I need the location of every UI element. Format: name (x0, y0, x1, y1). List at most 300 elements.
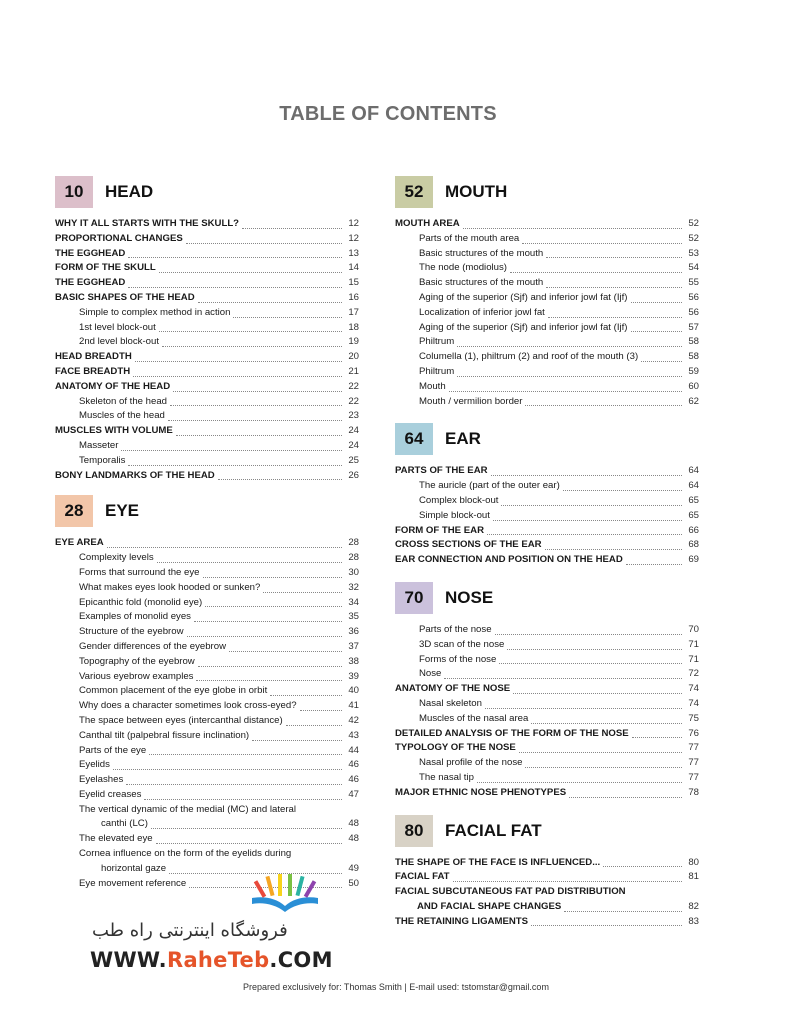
dot-leader (569, 797, 682, 798)
toc-entry[interactable] (55, 610, 359, 625)
toc-entry[interactable] (55, 744, 359, 759)
toc-entry-page: 40 (348, 685, 359, 697)
toc-entry[interactable] (55, 788, 359, 803)
dot-leader (477, 782, 682, 783)
toc-entry[interactable] (55, 454, 359, 469)
toc-entry-page: 26 (348, 469, 359, 481)
dot-leader (242, 228, 342, 229)
toc-entry-title: Nose (419, 668, 442, 680)
toc-entry-page: 58 (688, 336, 699, 348)
toc-entry[interactable] (395, 756, 699, 771)
toc-entry[interactable] (55, 536, 359, 551)
toc-entry[interactable] (55, 469, 359, 484)
toc-entry[interactable] (395, 321, 699, 336)
toc-entry-title: MAJOR ETHNIC NOSE PHENOTYPES (395, 786, 567, 798)
toc-entry-title: Mouth (419, 380, 446, 392)
section-header (395, 582, 699, 614)
toc-entry-title: The node (modiolus) (419, 262, 507, 274)
watermark (90, 874, 350, 974)
dot-leader (170, 405, 342, 406)
toc-entry-title: MOUTH AREA (395, 218, 460, 229)
toc-entry-title: EAR CONNECTION AND POSITION ON THE HEAD (395, 554, 623, 566)
toc-entry-title: PARTS OF THE EAR (395, 465, 488, 477)
toc-entry-page: 78 (688, 786, 699, 798)
dot-leader (495, 634, 682, 635)
section-head (55, 176, 359, 483)
toc-entry-title: Forms of the nose (419, 653, 497, 665)
dot-leader (144, 799, 342, 800)
toc-entry[interactable] (55, 566, 359, 581)
toc-entry-title: BASIC SHAPES OF THE HEAD (55, 291, 195, 303)
toc-entry[interactable] (395, 291, 699, 306)
toc-entry-title: BONY LANDMARKS OF THE HEAD (55, 469, 215, 481)
toc-entry[interactable] (55, 424, 359, 439)
dot-leader (218, 479, 342, 480)
toc-entry-page: 57 (688, 321, 699, 333)
toc-entry-title: MUSCLES WITH VOLUME (55, 425, 173, 437)
toc-entry-page: 70 (688, 623, 699, 635)
dot-leader (157, 562, 342, 563)
toc-entry-title: Canthal tilt (palpebral fissure inclination) (79, 729, 250, 741)
toc-entry[interactable] (55, 729, 359, 744)
dot-leader (563, 490, 682, 491)
dot-leader (233, 317, 342, 318)
dot-leader (133, 376, 342, 377)
toc-entry-page: 19 (348, 336, 359, 348)
toc-entry[interactable] (395, 667, 699, 682)
toc-entry[interactable] (55, 306, 359, 321)
dot-leader (149, 754, 342, 755)
section-ear (395, 423, 699, 568)
toc-entry[interactable] (55, 380, 359, 395)
toc-entry-page: 60 (688, 380, 699, 392)
watermark-url-brand: RaheTeb (166, 948, 270, 972)
toc-entry-list (55, 217, 359, 483)
toc-entry-title: horizontal gaze (101, 862, 167, 874)
toc-entry-title: Masseter (79, 439, 119, 451)
dot-leader (457, 346, 682, 347)
toc-entry[interactable] (395, 365, 699, 380)
section-header (55, 495, 359, 527)
dot-leader (546, 287, 682, 288)
dot-leader (487, 534, 682, 535)
dot-leader (501, 505, 682, 506)
toc-entry-page: 66 (688, 524, 699, 536)
toc-entry[interactable] (55, 714, 359, 729)
toc-entry-page: 30 (348, 566, 359, 578)
toc-entry[interactable] (395, 623, 699, 638)
toc-entry-title: FACIAL SUBCUTANEOUS FAT PAD DISTRIBUTION (395, 886, 626, 898)
toc-entry[interactable] (395, 856, 699, 871)
toc-entry-title: Topography of the eyebrow (79, 655, 195, 667)
watermark-persian-text: فروشگاه اینترنتی راه طب (92, 920, 288, 941)
page-number-badge: 28 (55, 495, 93, 527)
toc-entry-page: 44 (348, 744, 359, 756)
toc-entry-title: THE EGGHEAD (55, 247, 126, 259)
section-title: EYE (105, 501, 140, 521)
toc-entry-title: THE RETAINING LIGAMENTS (395, 915, 529, 927)
dot-leader (631, 302, 683, 303)
section-title: EAR (445, 429, 481, 449)
toc-entry-page: 56 (688, 291, 699, 303)
toc-entry-page: 12 (348, 232, 359, 244)
toc-entry-page: 46 (348, 774, 359, 786)
section-title: MOUTH (445, 182, 508, 201)
toc-entry-page: 64 (688, 480, 699, 492)
toc-entry-page: 50 (348, 877, 359, 889)
toc-entry[interactable] (395, 682, 699, 697)
dot-leader (453, 881, 682, 882)
dot-leader (499, 663, 682, 664)
toc-entry-list (395, 217, 699, 409)
toc-entry-title: Why does a character sometimes look cross-eyed? (79, 700, 297, 712)
toc-entry[interactable] (55, 581, 359, 596)
dot-leader (151, 828, 342, 829)
watermark-url (90, 948, 333, 972)
toc-entry-title: Simple block-out (419, 509, 490, 521)
toc-entry[interactable] (55, 217, 359, 232)
dot-leader (168, 420, 342, 421)
toc-entry-title: Temporalis (79, 454, 126, 466)
toc-entry-page: 35 (348, 611, 359, 623)
dot-leader (531, 723, 682, 724)
toc-entry-title: Complexity levels (79, 552, 154, 564)
section-header (55, 176, 359, 208)
toc-entry[interactable] (395, 712, 699, 727)
toc-entry-page: 38 (348, 655, 359, 667)
toc-entry-page: 42 (348, 714, 359, 726)
toc-entry-title: Structure of the eyebrow (79, 626, 184, 638)
toc-entry[interactable] (55, 350, 359, 365)
dot-leader (463, 228, 682, 229)
toc-entry-page: 21 (348, 365, 359, 377)
toc-entry[interactable] (395, 232, 699, 247)
toc-entry-page: 24 (348, 425, 359, 437)
dot-leader (263, 592, 342, 593)
toc-entry-page: 24 (348, 439, 359, 451)
dot-leader (603, 866, 682, 867)
toc-entry-page: 59 (688, 365, 699, 377)
toc-entry-page: 22 (348, 395, 359, 407)
toc-entry[interactable] (395, 306, 699, 321)
toc-entry-title: FORM OF THE EAR (395, 524, 485, 536)
toc-entry-page: 39 (348, 670, 359, 682)
toc-entry-title: EYE AREA (55, 537, 104, 549)
toc-entry-page: 54 (688, 262, 699, 274)
toc-entry[interactable] (55, 276, 359, 291)
toc-entry-title: Columella (1), philtrum (2) and roof of the mouth (3) (419, 351, 639, 363)
toc-entry-title: The auricle (part of the outer ear) (419, 480, 560, 492)
toc-entry-page: 16 (348, 291, 359, 303)
toc-entry[interactable] (55, 803, 359, 818)
dot-leader (641, 361, 682, 362)
toc-entry-title: Localization of inferior jowl fat (419, 306, 545, 318)
toc-entry-page: 83 (688, 915, 699, 927)
toc-entry-title: 1st level block-out (79, 321, 156, 333)
toc-entry-page: 81 (688, 871, 699, 883)
toc-entry-title: Philtrum (419, 365, 455, 377)
dot-leader (186, 243, 342, 244)
toc-entry-title: AND FACIAL SHAPE CHANGES (417, 900, 562, 912)
section-header (395, 815, 699, 847)
dot-leader (126, 784, 342, 785)
dot-leader (513, 693, 682, 694)
toc-entry-title: THE SHAPE OF THE FACE IS INFLUENCED... (395, 856, 601, 868)
toc-entry-title: Eye movement reference (79, 877, 187, 889)
toc-entry-title: Aging of the superior (Sjf) and inferior jowl fat (Ijf) (419, 291, 628, 303)
toc-entry-page: 28 (348, 537, 359, 549)
toc-entry-page: 69 (688, 554, 699, 566)
dot-leader (457, 376, 682, 377)
toc-entry-title: The nasal tip (419, 771, 474, 783)
toc-entry[interactable] (55, 832, 359, 847)
toc-entry-title: WHY IT ALL STARTS WITH THE SKULL? (55, 218, 240, 229)
toc-entry[interactable] (395, 653, 699, 668)
dot-leader (519, 752, 682, 753)
toc-entry-page: 77 (688, 771, 699, 783)
toc-entry[interactable] (395, 870, 699, 885)
toc-entry-title: 2nd level block-out (79, 336, 159, 348)
dot-leader (113, 769, 342, 770)
toc-entry[interactable] (395, 395, 699, 410)
toc-entry-title: Nasal skeleton (419, 697, 482, 709)
toc-entry-title: Various eyebrow examples (79, 670, 194, 682)
dot-leader (491, 475, 682, 476)
watermark-url-prefix: WWW. (90, 948, 167, 972)
book-logo-icon (250, 874, 320, 914)
dot-leader (121, 450, 342, 451)
toc-entry[interactable] (395, 638, 699, 653)
toc-entry[interactable] (395, 509, 699, 524)
toc-entry-title: Eyelid creases (79, 788, 142, 800)
dot-leader (205, 606, 342, 607)
page-number-badge: 80 (395, 815, 433, 847)
toc-entry[interactable] (55, 439, 359, 454)
toc-entry-title: Muscles of the nasal area (419, 712, 529, 724)
toc-entry-page: 71 (688, 653, 699, 665)
toc-entry-page: 58 (688, 351, 699, 363)
toc-entry[interactable] (395, 915, 699, 930)
dot-leader (198, 666, 342, 667)
toc-entry-title: Nasal profile of the nose (419, 757, 523, 769)
toc-entry[interactable] (55, 655, 359, 670)
dot-leader (135, 361, 342, 362)
toc-entry[interactable] (55, 817, 359, 832)
section-facial-fat (395, 815, 699, 930)
dot-leader (252, 740, 342, 741)
toc-entry[interactable] (395, 524, 699, 539)
toc-entry-page: 74 (688, 683, 699, 695)
dot-leader (522, 243, 682, 244)
toc-entry-page: 22 (348, 380, 359, 392)
toc-entry[interactable] (55, 670, 359, 685)
toc-entry[interactable] (55, 847, 359, 862)
dot-leader (510, 272, 682, 273)
toc-entry-title: The space between eyes (intercanthal distance) (79, 714, 283, 726)
toc-entry-page: 49 (348, 862, 359, 874)
toc-entry-title: Gender differences of the eyebrow (79, 640, 227, 652)
toc-entry[interactable] (395, 697, 699, 712)
toc-entry-page: 64 (688, 465, 699, 477)
dot-leader (546, 257, 682, 258)
toc-entry[interactable] (55, 699, 359, 714)
dot-leader (128, 257, 342, 258)
dot-leader (485, 708, 682, 709)
toc-entry[interactable] (395, 217, 699, 232)
toc-entry[interactable] (55, 551, 359, 566)
dot-leader (128, 287, 342, 288)
dot-leader (229, 651, 342, 652)
toc-entry-title: Skeleton of the head (79, 395, 168, 407)
toc-entry-page: 52 (688, 232, 699, 244)
toc-entry[interactable] (395, 247, 699, 262)
toc-entry-page: 72 (688, 668, 699, 680)
toc-entry-page: 43 (348, 729, 359, 741)
toc-entry[interactable] (395, 479, 699, 494)
dot-leader (631, 331, 683, 332)
dot-leader (531, 925, 682, 926)
toc-entry[interactable] (395, 464, 699, 479)
section-title: NOSE (445, 587, 494, 607)
toc-entry[interactable] (55, 395, 359, 410)
toc-entry-page: 48 (348, 833, 359, 845)
toc-entry-page: 41 (348, 700, 359, 712)
toc-entry-title: Common placement of the eye globe in orbit (79, 685, 268, 697)
toc-entry-page: 17 (348, 306, 359, 318)
toc-entry-page: 18 (348, 321, 359, 333)
dot-leader (632, 737, 682, 738)
toc-entry-page: 65 (688, 494, 699, 506)
toc-entry[interactable] (55, 291, 359, 306)
toc-entry[interactable] (55, 625, 359, 640)
section-title: FACIAL FAT (445, 820, 542, 840)
toc-entry[interactable] (395, 900, 699, 915)
toc-entry[interactable] (395, 261, 699, 276)
dot-leader (548, 317, 682, 318)
toc-entry-title: Philtrum (419, 336, 455, 348)
toc-entry[interactable] (395, 727, 699, 742)
section-header (395, 176, 699, 208)
toc-entry-title: Epicanthic fold (monolid eye) (79, 596, 203, 608)
toc-entry-page: 71 (688, 638, 699, 650)
toc-entry[interactable] (55, 232, 359, 247)
toc-entry-title: Simple to complex method in action (79, 306, 231, 318)
toc-entry-title: Parts of the nose (419, 623, 492, 635)
toc-entry-page: 48 (348, 818, 359, 830)
toc-entry-title: FORM OF THE SKULL (55, 262, 156, 274)
toc-entry[interactable] (55, 335, 359, 350)
toc-entry-title: Examples of monolid eyes (79, 611, 191, 623)
dot-leader (626, 564, 682, 565)
toc-entry-title: ANATOMY OF THE NOSE (395, 683, 511, 695)
toc-entry-page: 75 (688, 712, 699, 724)
dot-leader (107, 547, 342, 548)
toc-column-left (55, 176, 359, 891)
toc-entry-page: 77 (688, 757, 699, 769)
dot-leader (300, 710, 342, 711)
toc-entry-page: 80 (688, 856, 699, 868)
toc-entry[interactable] (395, 335, 699, 350)
toc-entry[interactable] (395, 786, 699, 801)
toc-entry-page: 15 (348, 277, 359, 289)
toc-entry[interactable] (55, 773, 359, 788)
dot-leader (545, 549, 682, 550)
dot-leader (128, 465, 342, 466)
toc-entry-page: 37 (348, 640, 359, 652)
toc-entry-page: 56 (688, 306, 699, 318)
toc-entry-title: Forms that surround the eye (79, 566, 200, 578)
toc-entry-page: 46 (348, 759, 359, 771)
toc-entry[interactable] (395, 494, 699, 509)
section-mouth (395, 176, 699, 409)
toc-entry-title: Basic structures of the mouth (419, 247, 544, 259)
dot-leader (444, 678, 682, 679)
toc-entry-page: 65 (688, 509, 699, 521)
toc-entry[interactable] (55, 640, 359, 655)
toc-entry[interactable] (395, 276, 699, 291)
dot-leader (286, 725, 342, 726)
page-number-badge: 70 (395, 582, 433, 614)
toc-entry[interactable] (55, 365, 359, 380)
toc-entry-title: Eyelashes (79, 774, 124, 786)
dot-leader (162, 346, 342, 347)
toc-entry[interactable] (55, 758, 359, 773)
toc-entry-title: The vertical dynamic of the medial (MC) and lateral (79, 803, 297, 815)
page-number-badge: 64 (395, 423, 433, 455)
toc-entry-page: 68 (688, 539, 699, 551)
toc-entry-title: PROPORTIONAL CHANGES (55, 232, 183, 244)
toc-entry-title: Cornea influence on the form of the eyelids during (79, 848, 292, 860)
toc-entry[interactable] (395, 538, 699, 553)
toc-entry-page: 23 (348, 410, 359, 422)
toc-entry-title: ANATOMY OF THE HEAD (55, 380, 171, 392)
toc-entry-title: HEAD BREADTH (55, 351, 132, 363)
toc-entry-title: Aging of the superior (Sjf) and inferior jowl fat (Ijf) (419, 321, 628, 333)
toc-entry[interactable] (395, 741, 699, 756)
toc-entry[interactable] (55, 247, 359, 262)
toc-entry[interactable] (55, 409, 359, 424)
toc-entry-page: 74 (688, 697, 699, 709)
dot-leader (449, 391, 682, 392)
toc-entry-title: What makes eyes look hooded or sunken? (79, 581, 261, 593)
toc-entry-title: FACIAL FAT (395, 871, 450, 883)
toc-entry[interactable] (395, 885, 699, 900)
toc-entry[interactable] (55, 261, 359, 276)
toc-entry[interactable] (55, 684, 359, 699)
toc-entry-page: 12 (348, 218, 359, 229)
toc-entry-list (395, 464, 699, 568)
toc-entry[interactable] (395, 553, 699, 568)
toc-entry[interactable] (55, 596, 359, 611)
section-header (395, 423, 699, 455)
toc-entry-page: 62 (688, 395, 699, 407)
dot-leader (196, 680, 342, 681)
toc-entry[interactable] (395, 350, 699, 365)
toc-entry[interactable] (395, 380, 699, 395)
toc-entry[interactable] (55, 321, 359, 336)
dot-leader (156, 843, 342, 844)
toc-entry-title: Complex block-out (419, 494, 499, 506)
toc-entry-title: Eyelids (79, 759, 110, 771)
section-eye (55, 495, 359, 891)
dot-leader (564, 911, 682, 912)
page-number-badge: 52 (395, 176, 433, 208)
toc-entry[interactable] (395, 771, 699, 786)
toc-entry-title: canthi (LC) (101, 818, 148, 830)
toc-entry-list (395, 856, 699, 930)
toc-entry-page: 82 (688, 900, 699, 912)
dot-leader (525, 405, 682, 406)
